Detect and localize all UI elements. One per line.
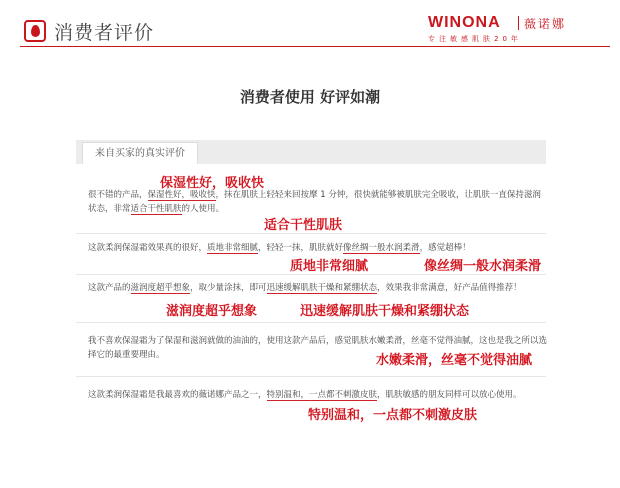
- header-divider: [20, 46, 610, 47]
- review-highlight: 像丝绸一般水润柔滑: [343, 243, 420, 253]
- review-highlight: 适合干性肌肤: [130, 204, 182, 214]
- review-item: [88, 188, 548, 216]
- review-divider: [76, 233, 546, 234]
- annotation-callout: 水嫩柔滑，丝毫不觉得油腻: [376, 353, 533, 368]
- brand-slogan: 专注敏感肌肤20年: [428, 35, 522, 43]
- review-text: ，轻轻一抹，肌肤就好: [258, 243, 344, 253]
- annotation-callout: 特别温和，一点都不刺激皮肤: [308, 408, 478, 423]
- review-text: ，取少量涂抹，即可: [190, 283, 267, 293]
- review-highlight: 迅速缓解肌肤干燥和紧绷状态: [266, 283, 378, 293]
- review-highlight: 滋润度超乎想象: [130, 283, 191, 293]
- review-highlight: 特别温和，一点都不刺激皮肤: [266, 390, 378, 400]
- annotation-callout: 像丝绸一般水润柔滑: [424, 259, 542, 274]
- review-divider: [76, 322, 546, 323]
- review-divider: [76, 274, 546, 275]
- drop-logo-icon: [24, 20, 46, 42]
- review-text: 我不喜欢保湿霜为了保湿和滋润就做的油油的，使用这款产品后，感觉肌肤水嫩柔滑，丝毫不觉得油腻，这也是我之所以选择它的最重要理由。: [88, 336, 548, 360]
- review-highlight: 保湿性好，吸收快: [147, 190, 216, 200]
- brand-separator: [518, 16, 519, 30]
- brand-logo: [428, 14, 598, 44]
- review-text: 的人使用。: [181, 204, 225, 214]
- header-title: 消费者评价: [54, 22, 155, 44]
- review-item: [88, 241, 548, 255]
- brand-name-en: WINONA: [428, 14, 501, 31]
- review-item: [88, 281, 548, 295]
- review-text: 这款柔润保湿霜是我最喜欢的薇诺娜产品之一，: [88, 390, 267, 400]
- brand-name-cn: 薇诺娜: [524, 17, 567, 31]
- annotation-callout: 质地非常细腻: [290, 259, 369, 274]
- reviews-tab-bar: [76, 140, 546, 164]
- review-text: ，效果我非常满意，好产品值得推荐！: [377, 283, 522, 293]
- page-header: [0, 0, 620, 54]
- review-text: 很不错的产品，: [88, 190, 148, 200]
- review-highlight: 质地非常细腻: [207, 243, 259, 253]
- annotation-callout: 滋润度超乎想象: [166, 304, 258, 319]
- review-item: [88, 388, 548, 402]
- page-title: 消费者使用 好评如潮: [239, 88, 381, 106]
- annotation-callout: 保湿性好，吸收快: [160, 176, 265, 191]
- review-text: 这款柔润保湿霜效果真的很好，: [88, 243, 208, 253]
- tab-real-reviews[interactable]: 来自买家的真实评价: [82, 142, 198, 164]
- review-text: ，肌肤敏感的朋友同样可以放心使用。: [377, 390, 522, 400]
- review-text: ，感觉超棒！: [419, 243, 471, 253]
- annotation-callout: 迅速缓解肌肤干燥和紧绷状态: [300, 304, 470, 319]
- review-text: 这款产品的: [88, 283, 131, 293]
- review-divider: [76, 376, 546, 377]
- annotation-callout: 适合干性肌肤: [264, 218, 343, 233]
- review-text: ，抹在肌肤上轻轻来回按摩 1 分钟，很快就能够被肌肤完全吸收，让肌肤一直保持滋润状态，非常: [88, 190, 541, 214]
